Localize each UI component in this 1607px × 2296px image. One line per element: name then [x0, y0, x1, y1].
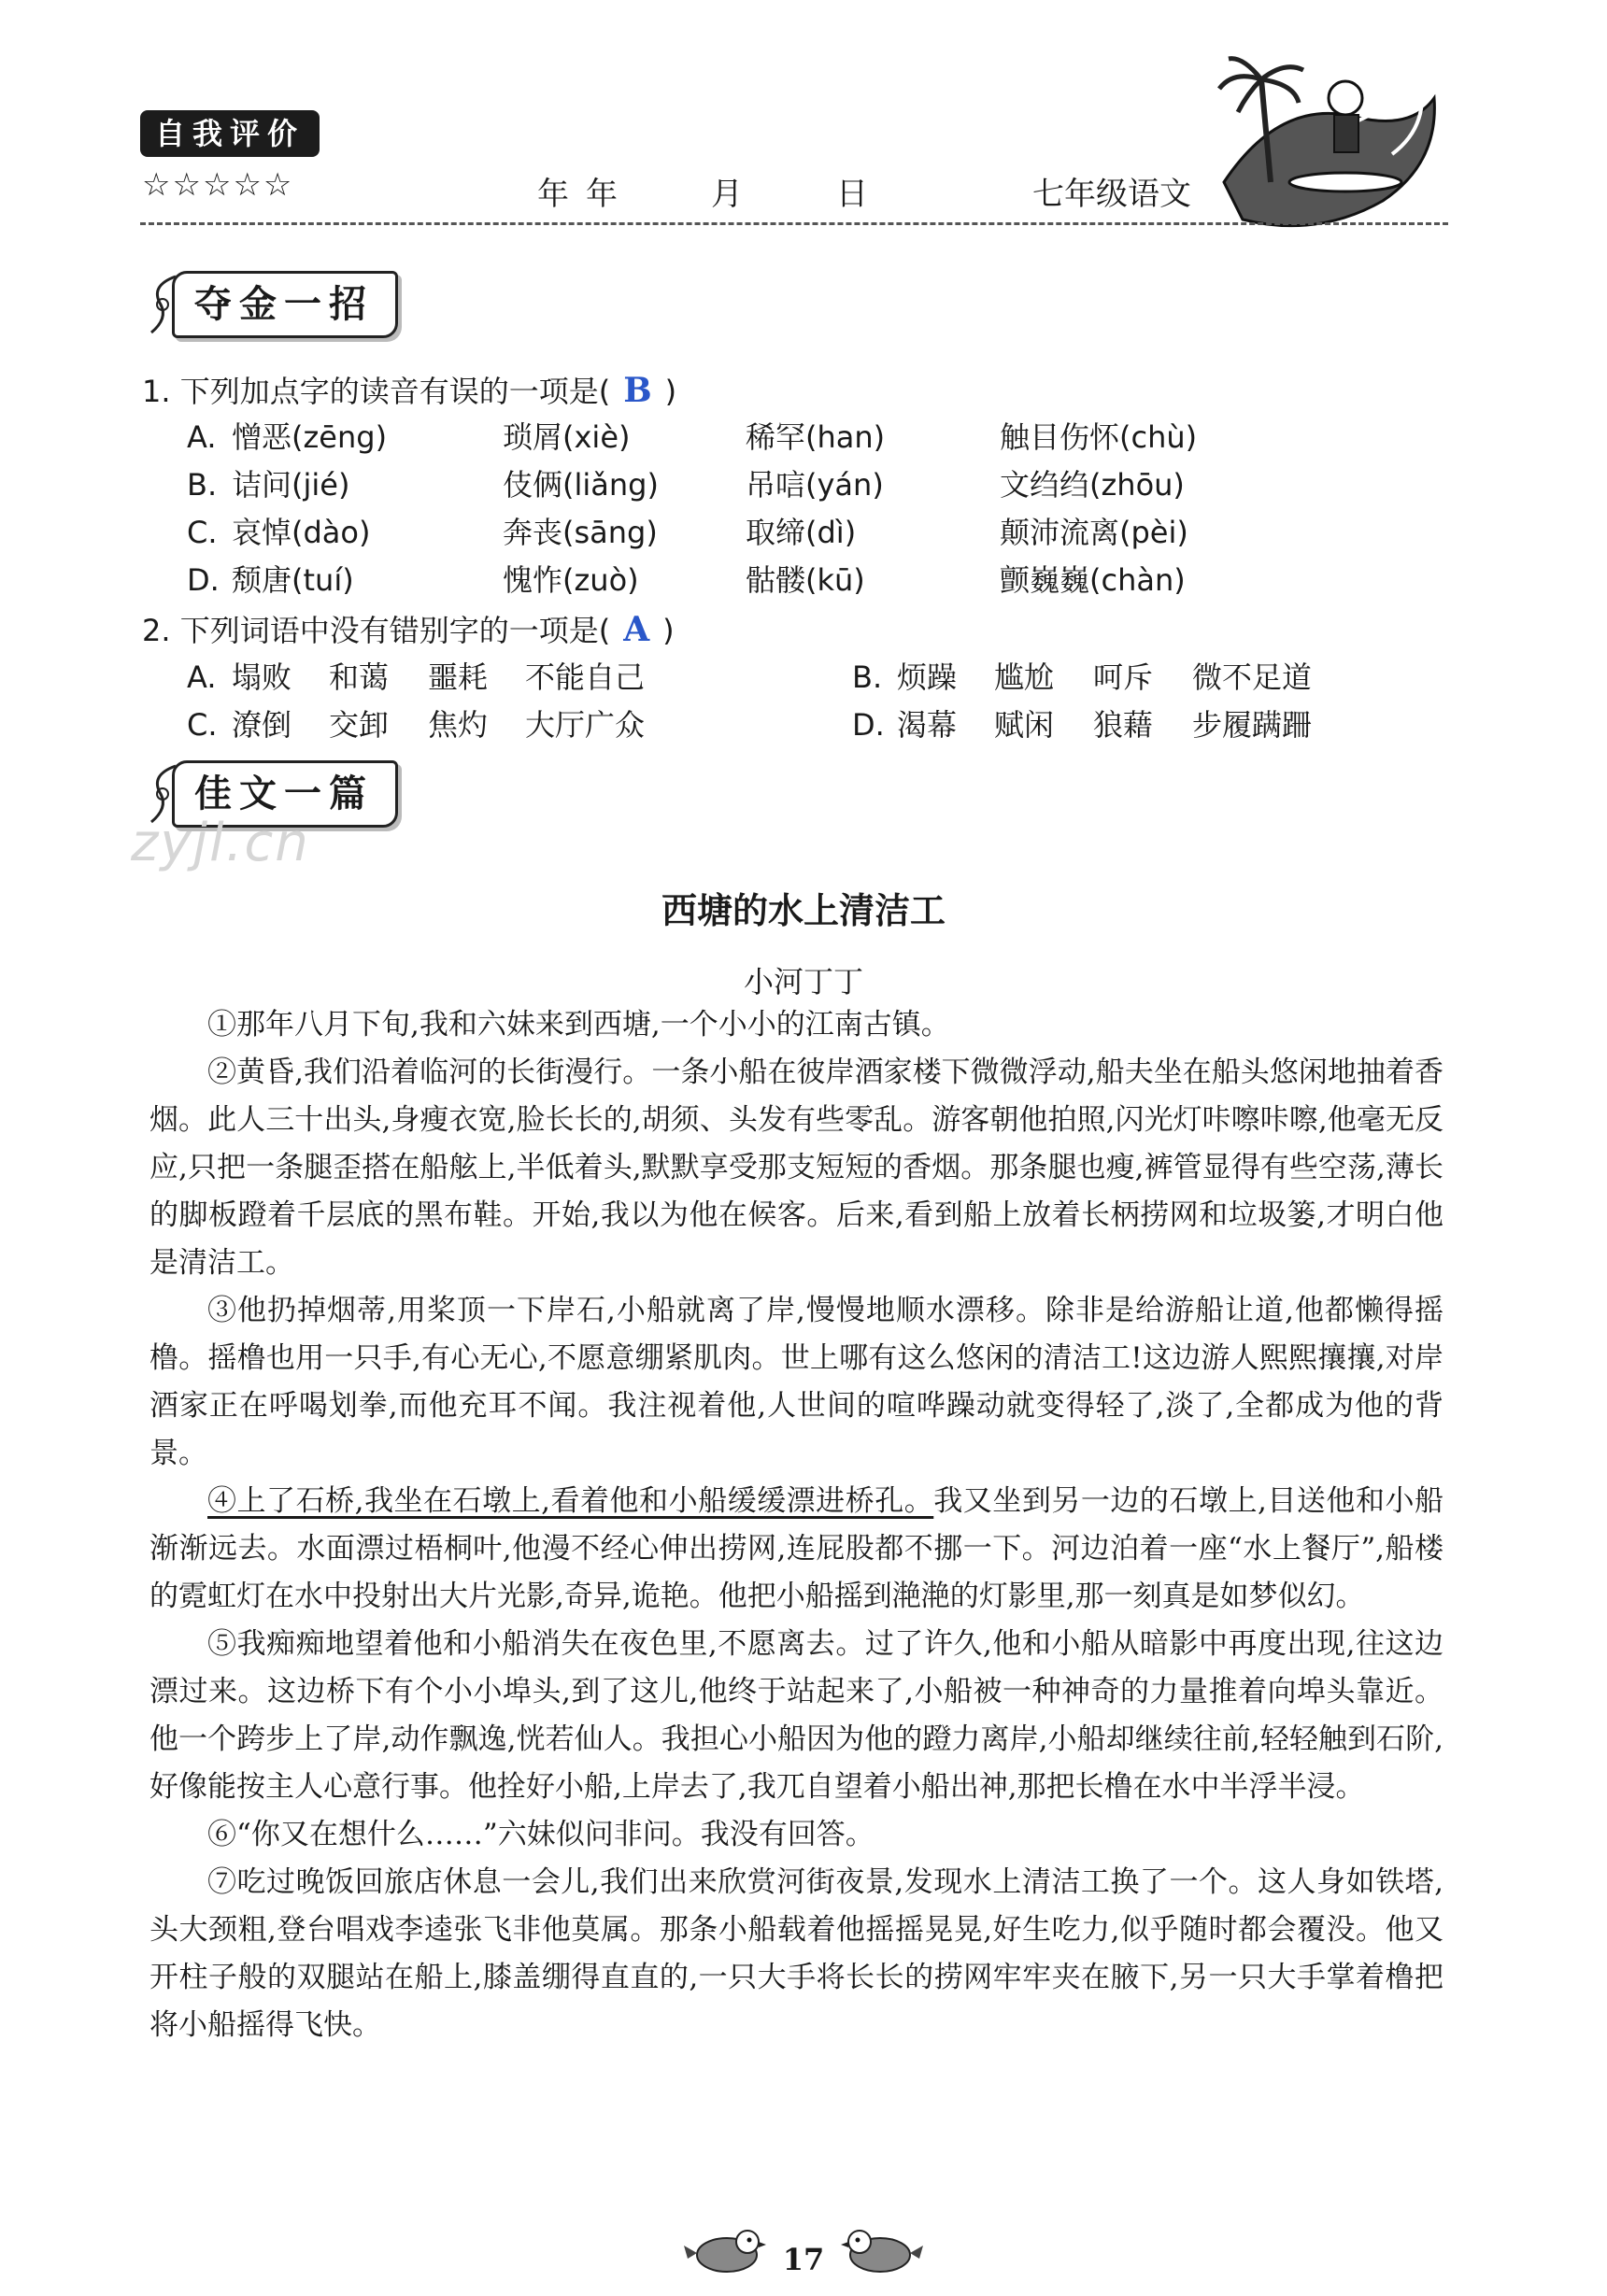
q1-option-a-item-4: 触目伤怀(chù): [1000, 419, 1198, 455]
q1-option-c-item-3: 取缔(dì): [746, 515, 857, 550]
q1-option-d-item-3: 骷髅(kū): [746, 562, 865, 598]
mascot-surfer-illustration: [1205, 42, 1448, 238]
q1-option-c-item-4: 颠沛流离(pèi): [1000, 515, 1188, 550]
rating-stars: ☆☆☆☆☆: [142, 166, 294, 204]
q2-option-d-item-3: 狼藉: [1093, 707, 1154, 743]
q2-option-b-item-2: 尴尬: [994, 659, 1055, 695]
q2-option-d-item-1: 渴幕: [897, 707, 958, 743]
header-divider: [140, 222, 1448, 225]
self-evaluation-badge: 自我评价: [140, 110, 320, 157]
q1-option-c-item-2: 奔丧(sāng): [503, 515, 658, 550]
watermark: zyjl.cn: [131, 813, 310, 873]
question-2-answer: A: [623, 610, 650, 649]
q1-option-d-item-1: 颓唐(tuí): [232, 562, 354, 598]
q1-option-a-item-1: 憎恶(zēng): [232, 419, 388, 455]
q2-option-a-item-1: 塌败: [232, 659, 292, 695]
q2-option-c-item-3: 焦灼: [428, 707, 489, 743]
paragraph-5: ⑤我痴痴地望着他和小船消失在夜色里,不愿离去。过了许久,他和小船从暗影中再度出现,往这边漂过来。这边桥下有个小小埠头,到了这儿,他终于站起来了,小船被一种神奇的力量推着向埠头靠近。他一个跨步上了岸,动作飘逸,恍若仙人。我担心小船因为他的蹬力离岸,小船却继续往前,轻轻触到石阶,好像能按主人心意行事。他拴好小船,上岸去了,我兀自望着小船出神,那把长橹在水中半浮半浸。: [149, 1627, 1443, 1804]
q2-option-a-item-3: 噩耗: [428, 659, 489, 695]
q1-option-d-label: D.: [187, 562, 220, 598]
paragraph-6: ⑥“你又在想什么……”六妹似问非问。我没有回答。: [207, 1818, 875, 1851]
q2-option-d-item-4: 步履蹒跚: [1192, 707, 1313, 743]
q2-option-c-item-4: 大厅广众: [525, 707, 646, 743]
q1-option-b-item-4: 文绉绉(zhōu): [1000, 467, 1185, 503]
q1-option-b-item-3: 吊唁(yán): [746, 467, 884, 503]
page-number: 17: [782, 2242, 825, 2277]
question-1-close: ): [664, 374, 677, 409]
bird-left-icon: [682, 2221, 766, 2277]
article-body: [149, 1001, 1443, 2049]
q1-option-c-item-1: 哀悼(dào): [232, 515, 371, 550]
paragraph-3: ③他扔掉烟蒂,用桨顶一下岸石,小船就离了岸,慢慢地顺水漂移。除非是给游船让道,他都懒得摇橹。摇橹也用一只手,有心无心,不愿意绷紧肌肉。世上哪有这么悠闲的清洁工!这边游人熙熙攘攘,对岸酒家正在呼喝划拳,而他充耳不闻。我注视着他,人世间的喧哗躁动就变得轻了,淡了,全都成为他的背景。: [149, 1294, 1443, 1470]
paragraph-2: ②黄昏,我们沿着临河的长街漫行。一条小船在彼岸酒家楼下微微浮动,船夫坐在船头悠闲地抽着香烟。此人三十出头,身瘦衣宽,脸长长的,胡须、头发有些零乱。游客朝他拍照,闪光灯咔嚓咔嚓,他毫无反应,只把一条腿歪搭在船舷上,半低着头,默默享受那支短短的香烟。那条腿也瘦,裤管显得有些空荡,薄长的脚板蹬着千层底的黑布鞋。开始,我以为他在候客。后来,看到船上放着长柄捞网和垃圾篓,才明白他是清洁工。: [149, 1056, 1443, 1280]
underlined-sentence: ④上了石桥,我坐在石墩上,看着他和小船缓缓漂进桥孔。: [207, 1484, 934, 1518]
question-2-close: ): [662, 613, 675, 648]
q2-option-a-item-4: 不能自己: [525, 659, 646, 695]
q1-option-d-item-2: 愧怍(zuò): [503, 562, 639, 598]
q2-option-a-label: A.: [187, 659, 217, 695]
article-author: 小河丁丁: [743, 964, 863, 999]
q1-option-a-item-2: 琐屑(xiè): [503, 419, 631, 455]
paragraph-4: [149, 1478, 1443, 1621]
q1-option-a-label: A.: [187, 419, 217, 455]
section-heading-title: 夺金一招: [194, 283, 374, 326]
question-2-stem: [142, 610, 675, 650]
paragraph-7: ⑦吃过晚饭回旅店休息一会儿,我们出来欣赏河街夜景,发现水上清洁工换了一个。这人身如铁塔,头大颈粗,登台唱戏李逵张飞非他莫属。那条小船载着他摇摇晃晃,好生吃力,似乎随时都会覆没。他又开柱子般的双腿站在船上,膝盖绷得直直的,一只大手将长长的捞网牢牢夹在腋下,另一只大手掌着橹把将小船摇得飞快。: [149, 1865, 1443, 2042]
q2-option-b-label: B.: [852, 659, 883, 695]
paragraph-1: ①那年八月下旬,我和六妹来到西塘,一个小小的江南古镇。: [207, 1008, 950, 1042]
q2-option-b-item-4: 微不足道: [1192, 659, 1313, 695]
q1-option-c-label: C.: [187, 515, 218, 550]
q1-option-b-item-1: 诘问(jié): [232, 467, 350, 503]
q2-option-c-item-2: 交卸: [329, 707, 390, 743]
question-1-stem: [142, 371, 676, 411]
q2-option-d-item-2: 赋闲: [994, 707, 1055, 743]
paragraph-4-rest: 我又坐到另一边的石墩上,目送他和小船渐渐远去。水面漂过梧桐叶,他漫不经心伸出捞网,连屁股都不挪一下。河边泊着一座“水上餐厅”,船楼的霓虹灯在水中投射出大片光影,奇异,诡艳。他把小船摇到滟滟的灯影里,那一刻真是如梦似幻。: [149, 1484, 1443, 1613]
year-label: 年: [537, 176, 569, 213]
question-2-text: 2. 下列词语中没有错别字的一项是(: [142, 613, 611, 648]
month-label: 月: [711, 176, 743, 213]
q2-option-a-item-2: 和蔼: [329, 659, 390, 695]
question-1-text: 1. 下列加点字的读音有误的一项是(: [142, 374, 611, 409]
day-label: 日: [836, 176, 868, 213]
q2-option-b-item-1: 烦躁: [897, 659, 958, 695]
subject-label: 七年级语文: [1032, 176, 1191, 213]
q1-option-a-item-3: 稀罕(han): [746, 419, 886, 455]
year-label-2: 年: [586, 176, 618, 213]
bird-right-icon: [841, 2221, 925, 2277]
q1-option-b-item-2: 伎俩(liǎng): [503, 467, 659, 503]
question-1-answer: B: [623, 371, 652, 410]
q2-option-c-item-1: 潦倒: [232, 707, 292, 743]
q1-option-d-item-4: 颤巍巍(chàn): [1000, 562, 1186, 598]
q2-option-b-item-3: 呵斥: [1093, 659, 1154, 695]
section-heading-1: [140, 263, 402, 344]
article-title: 西塘的水上清洁工: [661, 890, 946, 931]
q1-option-b-label: B.: [187, 467, 218, 503]
date-fields: [537, 168, 868, 214]
q2-option-d-label: D.: [852, 707, 885, 743]
q2-option-c-label: C.: [187, 707, 218, 743]
section-heading-title: 佳文一篇: [194, 772, 374, 815]
